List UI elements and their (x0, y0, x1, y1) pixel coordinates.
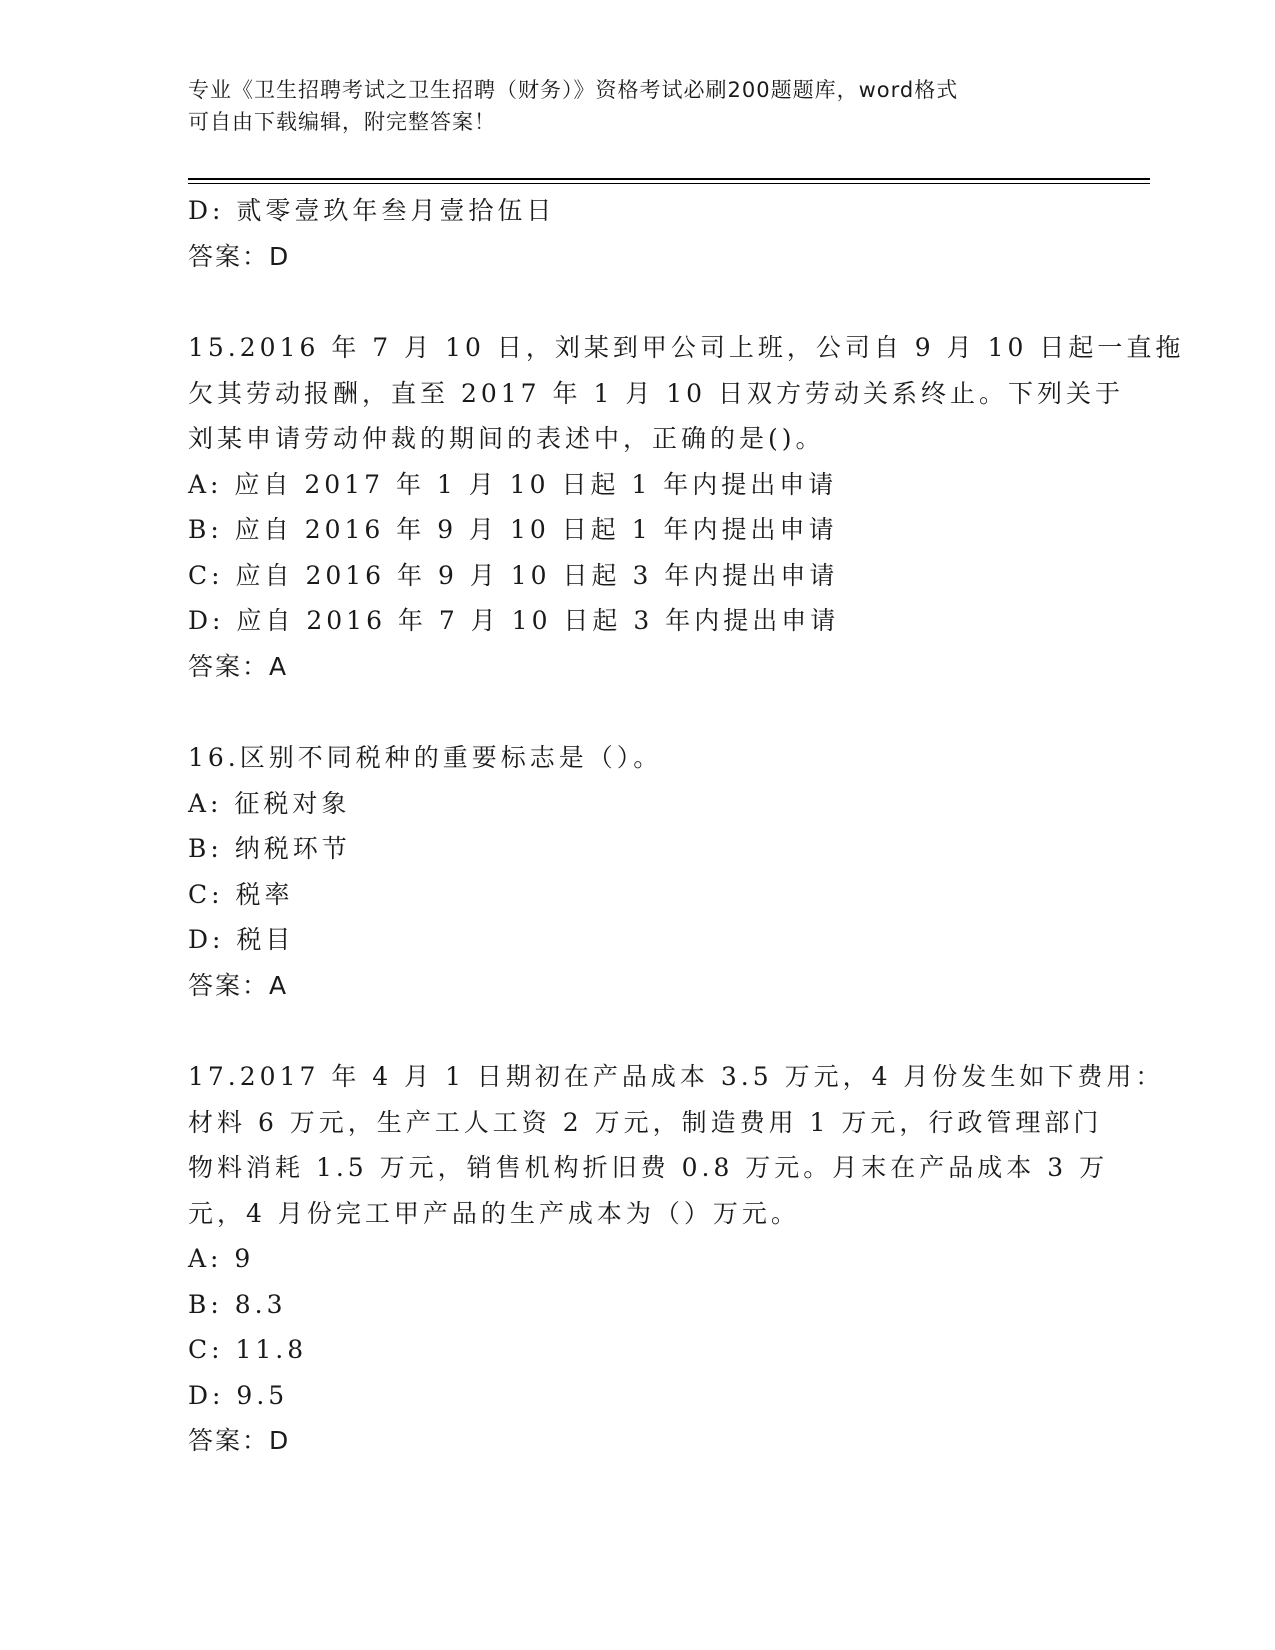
question-stem-line: 材料 6 万元，生产工人工资 2 万元，制造费用 1 万元，行政管理部门 (188, 1107, 1103, 1137)
answer: 答案：A (188, 651, 289, 681)
question-stem-line: 15.2016 年 7 月 10 日，刘某到甲公司上班，公司自 9 月 10 日起一直拖 (188, 333, 1185, 362)
header-line-1: 专业《卫生招聘考试之卫生招聘（财务）》资格考试必刷200题题库，word格式 (188, 78, 959, 102)
question-stem-line: 元，4 月份完工甲产品的生产成本为（）万元。 (188, 1198, 800, 1228)
option-b: B: 纳税环节 (188, 834, 351, 863)
option-c: C: 11.8 (188, 1335, 308, 1364)
option-d: D: 税目 (188, 925, 295, 954)
option-b: B: 应自 2016 年 9 月 10 日起 1 年内提出申请 (188, 515, 838, 544)
page-header (188, 74, 1068, 138)
header-rule-thick (188, 178, 1150, 180)
question-stem-line: 物料消耗 1.5 万元，销售机构折旧费 0.8 万元。月末在产品成本 3 万 (188, 1153, 1109, 1182)
answer: 答案：A (188, 970, 289, 1000)
option-d: D: 应自 2016 年 7 月 10 日起 3 年内提出申请 (188, 606, 840, 635)
option-d: D: 9.5 (188, 1380, 289, 1410)
header-rule-thin (188, 183, 1150, 184)
option-a: A: 应自 2017 年 1 月 10 日起 1 年内提出申请 (188, 469, 838, 499)
question-15 (188, 325, 1185, 689)
question-stem-line: 欠其劳动报酬，直至 2017 年 1 月 10 日双方劳动关系终止。下列关于 (188, 378, 1125, 408)
header-line-2: 可自由下载编辑，附完整答案！ (188, 110, 496, 134)
option-c: C: 应自 2016 年 9 月 10 日起 3 年内提出申请 (188, 560, 839, 590)
question-stem-line: 刘某申请劳动仲裁的期间的表述中，正确的是()。 (188, 424, 825, 453)
question-14-tail (188, 188, 1088, 279)
option-a: A: 9 (188, 1244, 255, 1273)
option-a: A: 征税对象 (188, 788, 351, 818)
question-16 (188, 735, 1088, 1008)
question-stem-line: 16.区别不同税种的重要标志是（）。 (188, 743, 663, 772)
question-list (188, 188, 1185, 1464)
answer: 答案：D (188, 241, 291, 271)
option-b: B: 8.3 (188, 1289, 287, 1319)
option-c: C: 税率 (188, 879, 294, 909)
question-17 (188, 1054, 1165, 1464)
question-stem-line: 17.2017 年 4 月 1 日期初在产品成本 3.5 万元，4 月份发生如下费用： (188, 1062, 1165, 1091)
option-d: D: 贰零壹玖年叁月壹拾伍日 (188, 196, 556, 225)
answer: 答案：D (188, 1426, 291, 1455)
